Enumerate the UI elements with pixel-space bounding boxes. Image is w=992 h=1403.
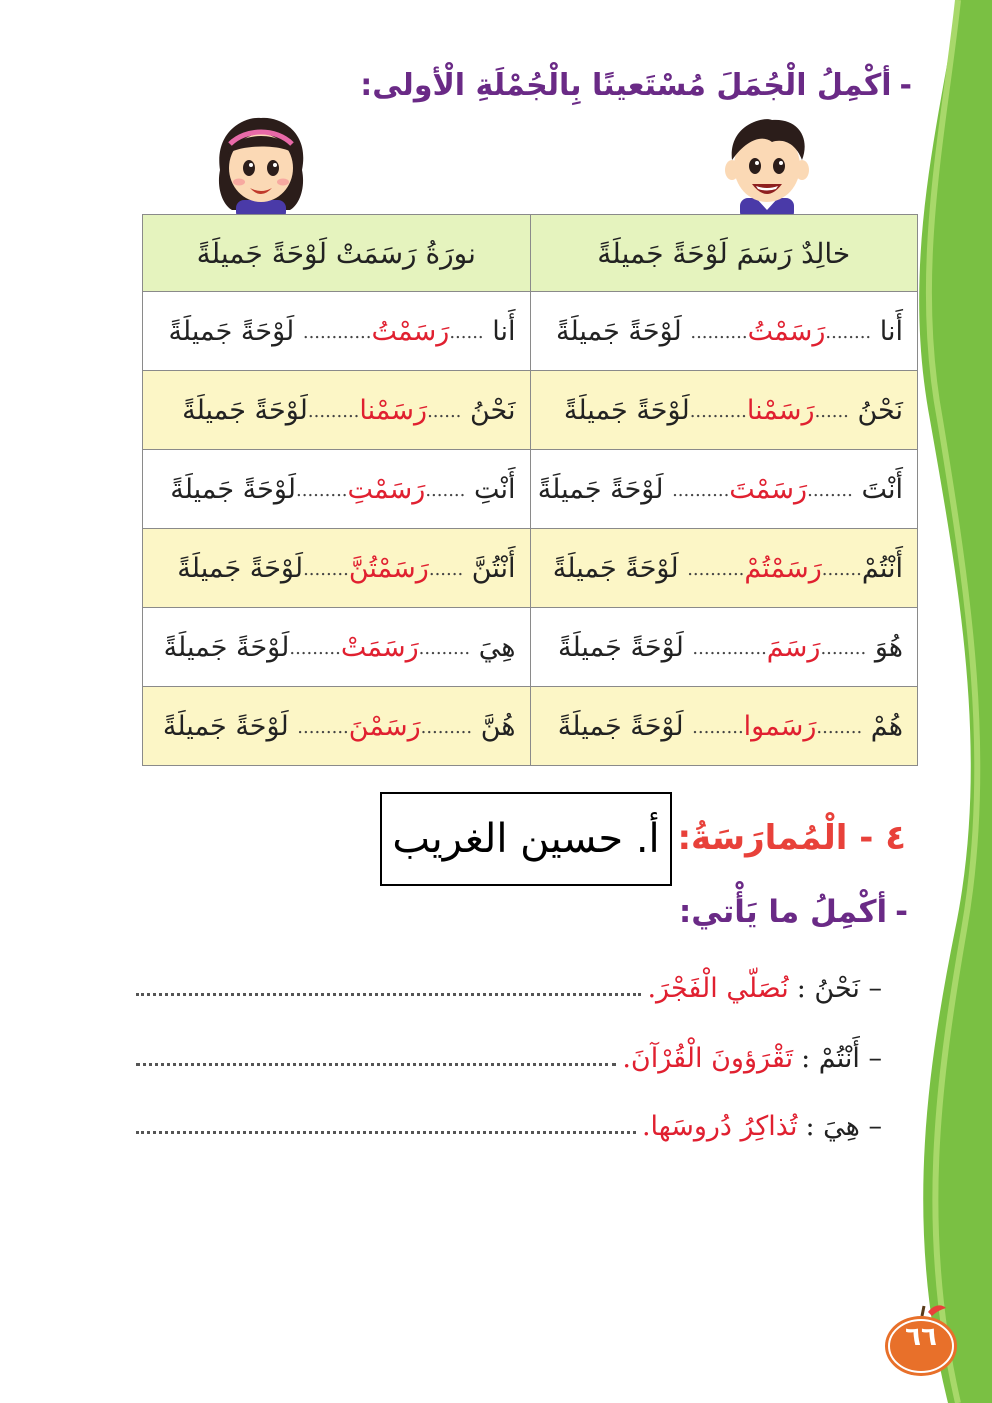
answer-text: رَسَمْتُ	[747, 315, 826, 347]
answer-text: رَسَمْنا	[746, 394, 815, 426]
dotted-answer-line	[136, 1131, 636, 1134]
cell-masculine: هُوَ ........رَسَمَ............. لَوْحَةً جَميلَةً	[530, 608, 918, 687]
answer-text: رَسَمْتِ	[347, 473, 426, 505]
boy-illustration	[712, 110, 822, 220]
answer-text: رَسَمْتُنَّ	[348, 552, 429, 584]
answer-text: رَسَموا	[743, 710, 817, 742]
table-row	[143, 687, 918, 766]
instruction-text: أكْمِلُ الْجُمَلَ مُسْتَعينًا بِالْجُمْلَةِ الْأولى:	[360, 68, 892, 103]
cell-feminine: أَنا ......رَسَمْتُ............ لَوْحَةً جَميلَةً	[143, 292, 531, 371]
instruction-heading: -أكْمِلُ الْجُمَلَ مُسْتَعينًا بِالْجُمْلَةِ الْأولى:	[360, 68, 912, 103]
completion-prompt: – نَحْنُ :	[796, 973, 882, 1004]
cell-feminine: هِيَ .........رَسَمَتْ.........لَوْحَةً جَميلَةً	[143, 608, 531, 687]
answer-text: رَسَمْتَ	[729, 473, 808, 505]
completion-answer: نُصَلّي الْفَجْرَ.	[647, 973, 789, 1004]
completion-answer: تَقْرَؤونَ الْقُرْآنَ.	[622, 1043, 794, 1074]
answer-text: رَسَمْنا	[359, 394, 428, 426]
cell-feminine: نَحْنُ ......رَسَمْنا.........لَوْحَةً جَميلَةً	[143, 371, 531, 450]
completion-line	[136, 1030, 882, 1074]
teacher-name-box	[380, 792, 672, 886]
dotted-answer-line	[136, 993, 641, 996]
girl-illustration	[206, 110, 316, 220]
conjugation-table	[142, 214, 918, 766]
completion-prompt: – هِيَ :	[805, 1111, 882, 1142]
answer-text: رَسَمْتُمْ	[744, 552, 822, 584]
section-title: ٤ - الْمُمارَسَةُ:	[677, 818, 906, 858]
page-number: ٦٦	[905, 1322, 937, 1352]
table-row	[143, 292, 918, 371]
cell-feminine: أَنْتُنَّ ......رَسَمْتُنَّ........لَوْحَةً جَميلَةً	[143, 529, 531, 608]
answer-text: رَسَمْنَ	[348, 710, 421, 742]
cell-masculine: أَنْتُمْ.......رَسَمْتُمْ.......... لَوْحَةً جَميلَةً	[530, 529, 918, 608]
cell-masculine: نَحْنُ ......رَسَمْنا..........لَوْحَةً جَميلَةً	[530, 371, 918, 450]
cell-feminine: هُنَّ .........رَسَمْنَ......... لَوْحَةً جَميلَةً	[143, 687, 531, 766]
cell-masculine: هُمْ ........رَسَموا......... لَوْحَةً جَميلَةً	[530, 687, 918, 766]
completion-line	[136, 1098, 882, 1142]
dotted-answer-line	[136, 1063, 616, 1066]
answer-text: رَسَمْتُ	[371, 315, 450, 347]
table-row	[143, 371, 918, 450]
teacher-name: أ. حسين الغريب	[392, 816, 660, 862]
completion-prompt: – أَنْتُمْ :	[801, 1043, 882, 1074]
table-header-row	[143, 215, 918, 292]
completion-answer: تُذاكِرُ دُروسَها.	[641, 1111, 798, 1142]
answer-text: رَسَمَ	[766, 631, 821, 663]
header-masculine: خالِدٌ رَسَمَ لَوْحَةً جَميلَةً	[530, 215, 918, 292]
cell-feminine: أَنْتِ .......رَسَمْتِ.........لَوْحَةً جَميلَةً	[143, 450, 531, 529]
table-row	[143, 529, 918, 608]
cell-masculine: أَنْتَ ........رَسَمْتَ.......... لَوْحَةً جَميلَةً	[530, 450, 918, 529]
completion-line	[136, 960, 882, 1004]
table-row	[143, 450, 918, 529]
table-row	[143, 608, 918, 687]
subsection-title: -أكْمِلُ ما يَأْتي:	[678, 894, 908, 930]
answer-text: رَسَمَتْ	[340, 631, 419, 663]
cell-masculine: أَنا ........رَسَمْتُ.......... لَوْحَةً جَميلَةً	[530, 292, 918, 371]
header-feminine: نورَةُ رَسَمَتْ لَوْحَةً جَميلَةً	[143, 215, 531, 292]
